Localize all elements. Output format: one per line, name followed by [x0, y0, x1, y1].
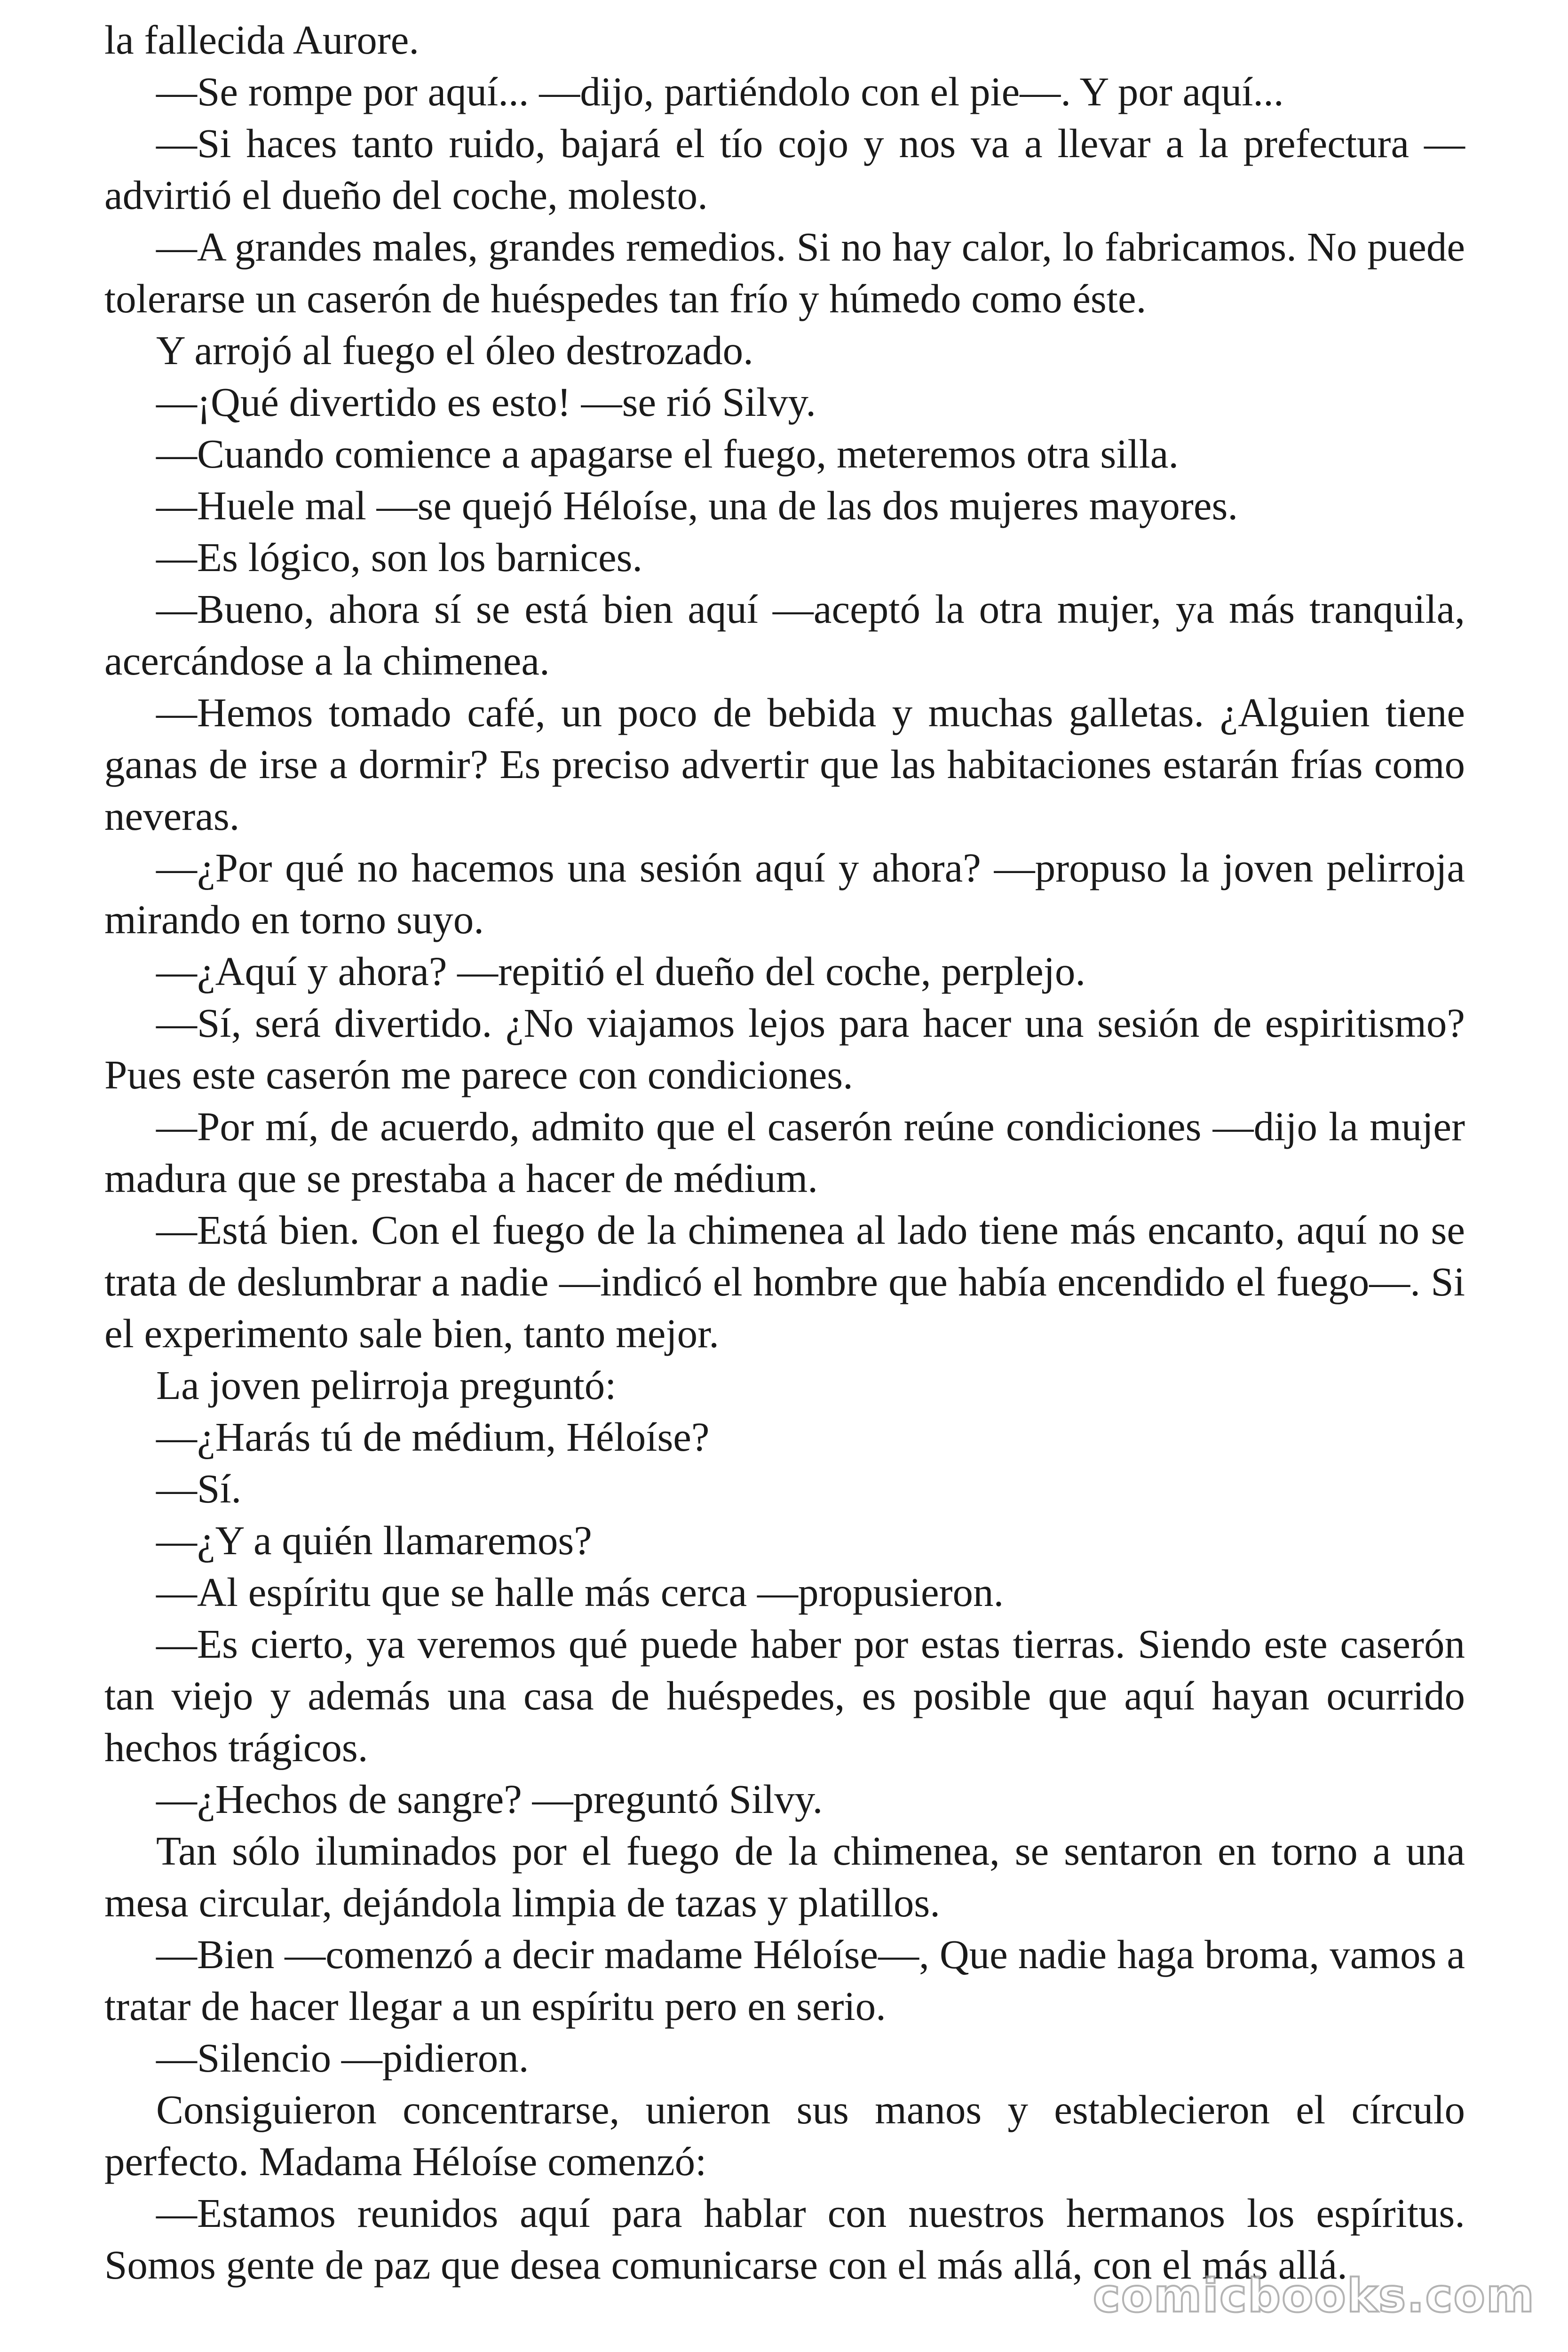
paragraph: —¿Hechos de sangre? —preguntó Silvy.	[156, 1776, 823, 1822]
paragraph: —Si haces tanto ruido, bajará el tío cojo y nos va a llevar a la prefectura —advirtió el dueño del coche, molesto.	[104, 120, 1465, 218]
paragraph: —A grandes males, grandes remedios. Si no hay calor, lo fabricamos. No puede tolerarse un caserón de huéspedes tan frío y húmedo como éste.	[104, 224, 1465, 321]
paragraph: Consiguieron concentrarse, unieron sus manos y establecieron el círculo perfecto. Madama Héloíse comenzó:	[104, 2087, 1465, 2184]
paragraph: —Por mí, de acuerdo, admito que el caserón reúne condiciones —dijo la mujer madura que se prestaba a hacer de médium.	[104, 1104, 1465, 1201]
paragraph: Y arrojó al fuego el óleo destrozado.	[156, 327, 753, 373]
paragraph: —Estamos reunidos aquí para hablar con nuestros hermanos los espíritus. Somos gente de paz que desea comunicarse con el más allá, con el más allá.	[104, 2190, 1465, 2288]
paragraph: —Está bien. Con el fuego de la chimenea al lado tiene más encanto, aquí no se trata de deslumbrar a nadie —indicó el hombre que había encendido el fuego—. Si el experimento sale bien, tanto mejor.	[104, 1207, 1465, 1356]
paragraph: —Silencio —pidieron.	[156, 2035, 529, 2081]
paragraph: —Huele mal —se quejó Héloíse, una de las dos mujeres mayores.	[156, 483, 1238, 528]
paragraph: —¡Qué divertido es esto! —se rió Silvy.	[156, 379, 816, 425]
paragraph: —Sí, será divertido. ¿No viajamos lejos para hacer una sesión de espiritismo? Pues este caserón me parece con condiciones.	[104, 1000, 1465, 1097]
paragraph: —¿Por qué no hacemos una sesión aquí y ahora? —propuso la joven pelirroja mirando en torno suyo.	[104, 845, 1465, 942]
paragraph: —Bueno, ahora sí se está bien aquí —aceptó la otra mujer, ya más tranquila, acercándose a la chimenea.	[104, 586, 1465, 683]
paragraph: —Se rompe por aquí... —dijo, partiéndolo con el pie—. Y por aquí...	[156, 69, 1284, 114]
paragraph-continuation: la fallecida Aurore.	[104, 17, 420, 63]
paragraph: —¿Harás tú de médium, Héloíse?	[156, 1414, 710, 1460]
paragraph: Tan sólo iluminados por el fuego de la chimenea, se sentaron en torno a una mesa circular, dejándola limpia de tazas y platillos.	[104, 1828, 1465, 1925]
body-text	[104, 14, 1465, 2291]
watermark-logo: comicbooks.com	[1093, 2269, 1535, 2323]
paragraph: —Es cierto, ya veremos qué puede haber por estas tierras. Siendo este caserón tan viejo y además una casa de huéspedes, es posible que aquí hayan ocurrido hechos trágicos.	[104, 1621, 1465, 1770]
paragraph: —Al espíritu que se halle más cerca —propusieron.	[156, 1569, 1004, 1615]
paragraph: —Es lógico, son los barnices.	[156, 534, 643, 580]
paragraph: La joven pelirroja preguntó:	[156, 1362, 617, 1408]
paragraph: —Cuando comience a apagarse el fuego, meteremos otra silla.	[156, 431, 1179, 477]
paragraph: —Bien —comenzó a decir madame Héloíse—, Que nadie haga broma, vamos a tratar de hacer llegar a un espíritu pero en serio.	[104, 1931, 1465, 2029]
paragraph: —¿Aquí y ahora? —repitió el dueño del coche, perplejo.	[156, 948, 1086, 994]
paragraph: —Sí.	[156, 1466, 242, 1511]
paragraph: —¿Y a quién llamaremos?	[156, 1518, 592, 1563]
paragraph: —Hemos tomado café, un poco de bebida y muchas galletas. ¿Alguien tiene ganas de irse a dormir? Es preciso advertir que las habitaciones estarán frías como neveras.	[104, 690, 1465, 839]
